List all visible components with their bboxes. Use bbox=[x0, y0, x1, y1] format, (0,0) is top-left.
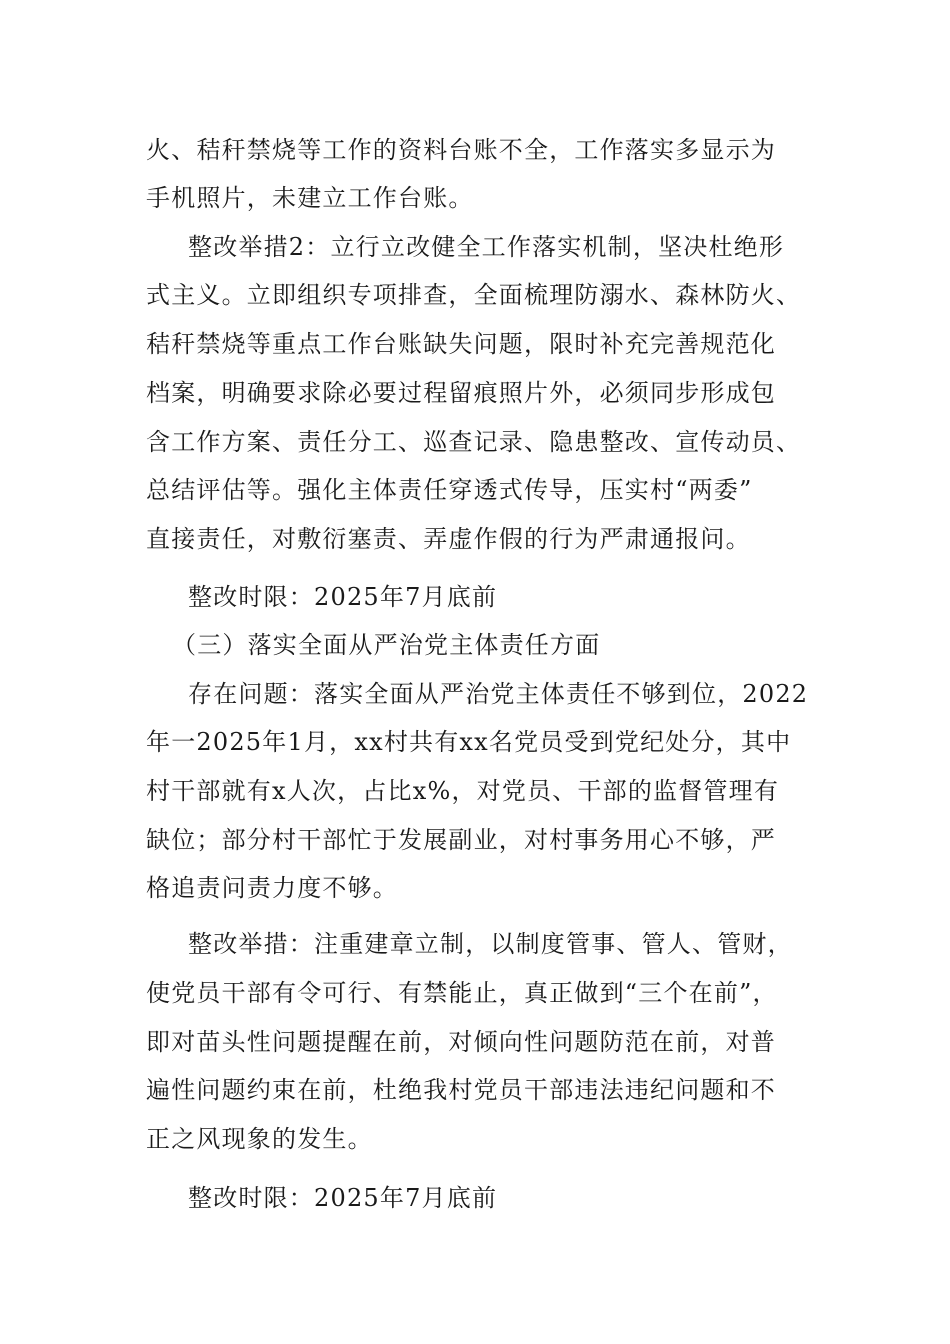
paragraph-start-line: 整改举措：注重建章立制，以制度管事、管人、管财， bbox=[188, 930, 793, 958]
text-line: 秸秆禁烧等重点工作台账缺失问题，限时补充完善规范化 bbox=[146, 330, 776, 358]
text-line: 遍性问题约束在前，杜绝我村党员干部违法违纪问题和不 bbox=[146, 1076, 776, 1104]
text-line: 档案，明确要求除必要过程留痕照片外，必须同步形成包 bbox=[146, 379, 776, 407]
deadline-line: 整改时限：2025年7月底前 bbox=[188, 583, 498, 611]
paragraph-start-line: 整改举措2：立行立改健全工作落实机制，坚决杜绝形 bbox=[188, 233, 785, 261]
text-line: 即对苗头性问题提醒在前，对倾向性问题防范在前，对普 bbox=[146, 1028, 776, 1056]
section-heading: （三）落实全面从严治党主体责任方面 bbox=[172, 631, 601, 659]
text-line: 使党员干部有令可行、有禁能止，真正做到“三个在前”， bbox=[146, 979, 778, 1007]
text-line: 手机照片，未建立工作台账。 bbox=[146, 184, 474, 212]
text-line: 火、秸秆禁烧等工作的资料台账不全，工作落实多显示为 bbox=[146, 136, 776, 164]
text-line: 直接责任，对敷衍塞责、弄虚作假的行为严肃通报问。 bbox=[146, 525, 751, 553]
text-line: 缺位；部分村干部忙于发展副业，对村事务用心不够，严 bbox=[146, 826, 776, 854]
text-line: 含工作方案、责任分工、巡查记录、隐患整改、宣传动员、 bbox=[146, 428, 802, 456]
text-line: 总结评估等。强化主体责任穿透式传导，压实村“两委” bbox=[146, 476, 753, 504]
deadline-line: 整改时限：2025年7月底前 bbox=[188, 1184, 498, 1212]
paragraph-start-line: 存在问题：落实全面从严治党主体责任不够到位，2022 bbox=[188, 680, 809, 708]
text-line: 格追责问责力度不够。 bbox=[146, 874, 398, 902]
text-line: 式主义。立即组织专项排查，全面梳理防溺水、森林防火、 bbox=[146, 281, 802, 309]
text-line: 村干部就有x人次，占比x%，对党员、干部的监督管理有 bbox=[146, 777, 780, 805]
text-line: 年一2025年1月，xx村共有xx名党员受到党纪处分，其中 bbox=[146, 728, 792, 756]
text-line: 正之风现象的发生。 bbox=[146, 1125, 373, 1153]
